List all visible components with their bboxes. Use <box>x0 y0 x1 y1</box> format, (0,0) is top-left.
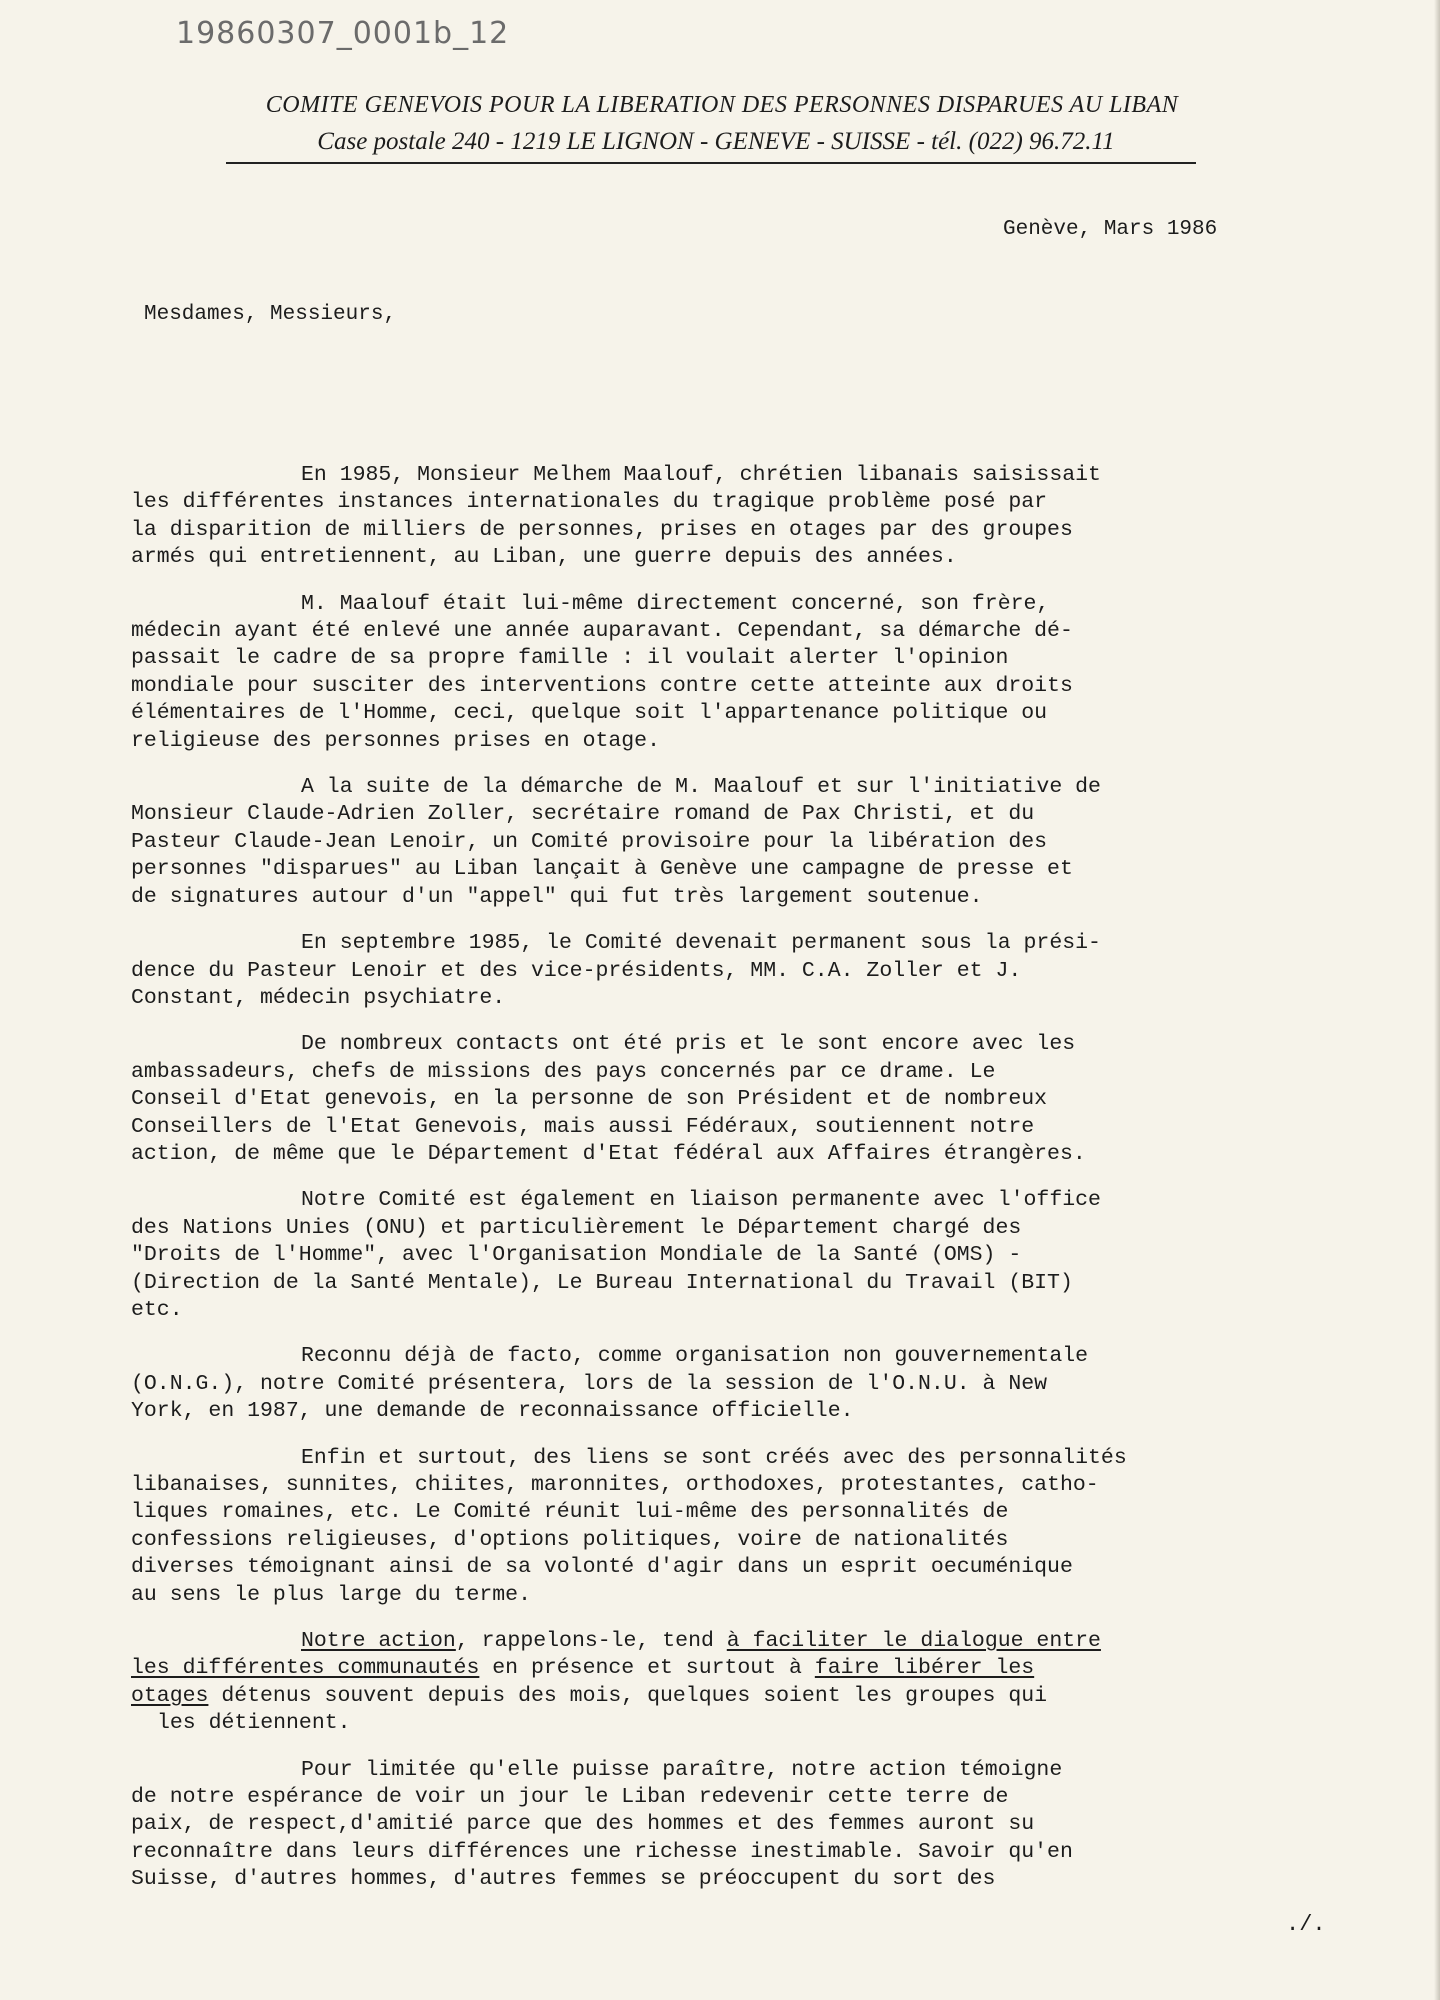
text-line: élémentaires de l'Homme, ceci, quelque soit l'appartenance politique ou <box>131 701 1048 726</box>
paragraph-4 <box>131 930 1351 1012</box>
text-line: A la suite de la démarche de M. Maalouf et sur l'initiative de <box>301 775 1101 800</box>
paragraph-2 <box>131 591 1351 755</box>
continuation-mark: ./. <box>1286 1912 1326 1937</box>
text-line: la disparition de milliers de personnes, prises en otages par des groupes <box>131 517 1073 542</box>
underlined-phrase: otages <box>131 1683 209 1708</box>
letterhead-address: Case postale 240 - 1219 LE LIGNON - GENEVE - SUISSE - tél. (022) 96.72.11 <box>317 128 1115 155</box>
underlined-phrase: Notre action <box>301 1629 456 1654</box>
text-line <box>131 1655 1351 1682</box>
text-line: médecin ayant été enlevé une année auparavant. Cependant, sa démarche dé- <box>131 619 1073 644</box>
text-line: Pour limitée qu'elle puisse paraître, notre action témoigne <box>301 1757 1063 1782</box>
text-line: De nombreux contacts ont été pris et le sont encore avec les <box>301 1032 1076 1057</box>
text-line: Enfin et surtout, des liens se sont créés avec des personnalités <box>301 1445 1127 1470</box>
letter-body <box>131 462 1351 1913</box>
handwritten-archive-number: 19860307_0001b_12 <box>176 16 510 51</box>
text-line: ambassadeurs, chefs de missions des pays concernés par ce drame. Le <box>131 1059 996 1084</box>
paragraph-5 <box>131 1031 1351 1168</box>
text-line: etc. <box>131 1297 183 1322</box>
text-line: personnes "disparues" au Liban lançait à Genève une campagne de presse et <box>131 857 1073 882</box>
text-line: Reconnu déjà de facto, comme organisation non gouvernementale <box>301 1344 1089 1369</box>
paragraph-9 <box>131 1628 1351 1738</box>
page-edge <box>1434 0 1440 2000</box>
paragraph-6 <box>131 1187 1351 1324</box>
text-line: les différentes instances internationales du tragique problème posé par <box>131 490 1048 515</box>
text-line: Conseil d'Etat genevois, en la personne de son Président et de nombreux <box>131 1087 1048 1112</box>
text-line <box>131 1683 1351 1710</box>
text-line: des Nations Unies (ONU) et particulièrement le Département chargé des <box>131 1215 1022 1240</box>
text-segment: détenus souvent depuis des mois, quelques soient les groupes qui <box>208 1683 1048 1708</box>
salutation: Mesdames, Messieurs, <box>144 303 397 326</box>
text-line: Pasteur Claude-Jean Lenoir, un Comité provisoire pour la libération des <box>131 829 1048 854</box>
text-line: M. Maalouf était lui-même directement concerné, son frère, <box>301 591 1050 616</box>
text-line: dence du Pasteur Lenoir et des vice-présidents, MM. C.A. Zoller et J. <box>131 958 1022 983</box>
paragraph-10 <box>131 1757 1351 1894</box>
underlined-phrase: les différentes communautés <box>131 1656 480 1681</box>
text-line: York, en 1987, une demande de reconnaissance officielle. <box>131 1399 854 1424</box>
paragraph-8 <box>131 1445 1351 1609</box>
text-line: Conseillers de l'Etat Genevois, mais aussi Fédéraux, soutiennent notre <box>131 1114 1035 1139</box>
underlined-phrase: à faciliter le dialogue entre <box>726 1629 1101 1654</box>
text-line: "Droits de l'Homme", avec l'Organisation Mondiale de la Santé (OMS) - <box>131 1243 1022 1268</box>
text-line: mondiale pour susciter des interventions contre cette atteinte aux droits <box>131 673 1073 698</box>
text-line: armés qui entretiennent, au Liban, une guerre depuis des années. <box>131 545 957 570</box>
text-line: En septembre 1985, le Comité devenait permanent sous la prési- <box>301 931 1101 956</box>
text-line: liques romaines, etc. Le Comité réunit lui-même des personnalités de <box>131 1500 1009 1525</box>
text-line: action, de même que le Département d'Etat fédéral aux Affaires étrangères. <box>131 1141 1086 1166</box>
text-line: religieuse des personnes prises en otage. <box>131 728 660 753</box>
letterhead-underline <box>226 162 1196 164</box>
text-line: Notre Comité est également en liaison permanente avec l'office <box>301 1188 1101 1213</box>
text-line: de signatures autour d'un "appel" qui fut très largement soutenue. <box>131 884 983 909</box>
paragraph-1 <box>131 462 1351 572</box>
paragraph-3 <box>131 774 1351 911</box>
text-line <box>131 1628 1351 1655</box>
text-line: au sens le plus large du terme. <box>131 1582 531 1607</box>
text-line: de notre espérance de voir un jour le Liban redevenir cette terre de <box>131 1785 1009 1810</box>
text-line: passait le cadre de sa propre famille : il voulait alerter l'opinion <box>131 646 1009 671</box>
text-line: En 1985, Monsieur Melhem Maalouf, chrétien libanais saisissait <box>301 463 1101 487</box>
letter-date: Genève, Mars 1986 <box>1003 218 1218 241</box>
text-line: diverses témoignant ainsi de sa volonté d'agir dans un esprit oecuménique <box>131 1555 1073 1580</box>
text-segment: , rappelons-le, tend <box>455 1629 727 1654</box>
letterhead-organization: COMITE GENEVOIS POUR LA LIBERATION DES PERSONNES DISPARUES AU LIBAN <box>265 92 1179 118</box>
text-line: Monsieur Claude-Adrien Zoller, secrétaire romand de Pax Christi, et du <box>131 802 1035 827</box>
text-line: libanaises, sunnites, chiites, maronnites, orthodoxes, protestantes, catho- <box>131 1473 1099 1497</box>
text-line: paix, de respect,d'amitié parce que des hommes et des femmes auront su <box>131 1812 1035 1837</box>
text-line: (Direction de la Santé Mentale), Le Bureau International du Travail (BIT) <box>131 1270 1073 1295</box>
underlined-phrase: faire libérer les <box>814 1656 1035 1681</box>
text-line: les détiennent. <box>157 1711 351 1736</box>
paragraph-7 <box>131 1343 1351 1425</box>
text-line: reconnaître dans leurs différences une richesse inestimable. Savoir qu'en <box>131 1839 1073 1864</box>
text-line: confessions religieuses, d'options politiques, voire de nationalités <box>131 1527 1009 1552</box>
text-segment: en présence et surtout à <box>479 1656 815 1681</box>
text-line: Suisse, d'autres hommes, d'autres femmes se préoccupent du sort des <box>131 1867 996 1892</box>
text-line: Constant, médecin psychiatre. <box>131 985 506 1010</box>
text-line: (O.N.G.), notre Comité présentera, lors de la session de l'O.N.U. à New <box>131 1371 1048 1396</box>
